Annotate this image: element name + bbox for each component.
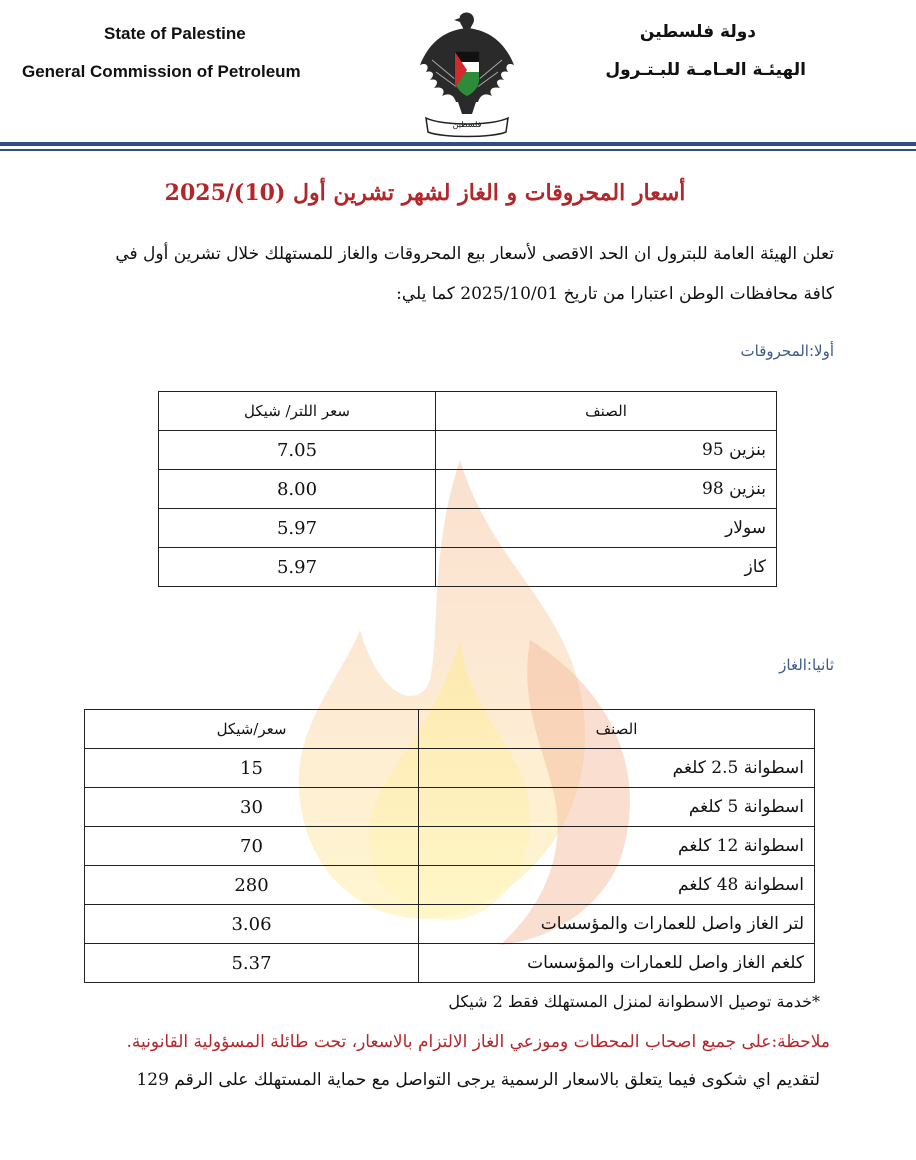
header-rule-thin bbox=[0, 149, 916, 151]
gas-price-cell: 280 bbox=[85, 866, 419, 905]
gas-price-cell: 15 bbox=[85, 749, 419, 788]
table-header-row bbox=[159, 392, 777, 431]
table-row bbox=[159, 470, 777, 509]
header-ar-commission: الهيئـة العـامـة للبـتـرول bbox=[605, 60, 806, 80]
gas-type-cell: اسطوانة 2.5 كلغم bbox=[419, 749, 815, 788]
gas-price-cell: 30 bbox=[85, 788, 419, 827]
header-rule bbox=[0, 142, 916, 146]
gas-col-type: الصنف bbox=[419, 710, 815, 749]
complaints-note: لتقديم اي شكوى فيما يتعلق بالاسعار الرسمية يرجى التواصل مع حماية المستهلك على الرقم 129 bbox=[136, 1070, 820, 1090]
fuel-price-cell: 8.00 bbox=[159, 470, 436, 509]
table-row bbox=[85, 749, 815, 788]
intro-line-2: كافة محافظات الوطن اعتبارا من تاريخ 2025/10/01 كما يلي: bbox=[396, 284, 834, 304]
table-row bbox=[85, 866, 815, 905]
gas-col-price: سعر/شيكل bbox=[85, 710, 419, 749]
page-title: أسعار المحروقات و الغاز لشهر تشرين أول (10)/2025 bbox=[164, 180, 686, 206]
gas-type-cell: اسطوانة 48 كلغم bbox=[419, 866, 815, 905]
header-ar-state: دولة فلسطين bbox=[639, 22, 756, 42]
gas-type-cell: لتر الغاز واصل للعمارات والمؤسسات bbox=[419, 905, 815, 944]
gas-type-cell: كلغم الغاز واصل للعمارات والمؤسسات bbox=[419, 944, 815, 983]
gas-type-cell: اسطوانة 5 كلغم bbox=[419, 788, 815, 827]
table-row bbox=[85, 944, 815, 983]
fuel-type-cell: بنزين 95 bbox=[436, 431, 777, 470]
gas-section-label: ثانيا:الغاز bbox=[779, 656, 834, 674]
fuel-type-cell: سولار bbox=[436, 509, 777, 548]
table-header-row bbox=[85, 710, 815, 749]
gas-price-table bbox=[84, 709, 815, 983]
fuel-price-table bbox=[158, 391, 777, 587]
fuel-col-type: الصنف bbox=[436, 392, 777, 431]
fuel-col-price: سعر اللتر/ شيكل bbox=[159, 392, 436, 431]
gas-price-cell: 3.06 bbox=[85, 905, 419, 944]
fuel-price-cell: 5.97 bbox=[159, 509, 436, 548]
palestine-emblem-icon bbox=[412, 10, 522, 138]
intro-line-1: تعلن الهيئة العامة للبترول ان الحد الاقصى لأسعار بيع المحروقات والغاز للمستهلك خلال تشرين أول في bbox=[115, 244, 834, 264]
gas-type-cell: اسطوانة 12 كلغم bbox=[419, 827, 815, 866]
header-en-state: State of Palestine bbox=[104, 24, 246, 43]
gas-price-cell: 70 bbox=[85, 827, 419, 866]
fuel-price-cell: 7.05 bbox=[159, 431, 436, 470]
fuel-section-label: أولا:المحروقات bbox=[740, 342, 834, 360]
gas-price-cell: 5.37 bbox=[85, 944, 419, 983]
table-row bbox=[159, 509, 777, 548]
header-en-commission: General Commission of Petroleum bbox=[22, 62, 301, 81]
table-row bbox=[159, 548, 777, 587]
fuel-type-cell: بنزين 98 bbox=[436, 470, 777, 509]
fuel-price-cell: 5.97 bbox=[159, 548, 436, 587]
table-row bbox=[159, 431, 777, 470]
table-row bbox=[85, 905, 815, 944]
warning-note: ملاحظة:على جميع اصحاب المحطات وموزعي الغاز الالتزام بالاسعار، تحت طائلة المسؤولية القانونية. bbox=[126, 1032, 830, 1052]
table-row bbox=[85, 827, 815, 866]
delivery-note: *خدمة توصيل الاسطوانة لمنزل المستهلك فقط 2 شيكل bbox=[448, 992, 820, 1011]
fuel-type-cell: كاز bbox=[436, 548, 777, 587]
emblem-caption: فلسطين bbox=[452, 120, 482, 129]
table-row bbox=[85, 788, 815, 827]
